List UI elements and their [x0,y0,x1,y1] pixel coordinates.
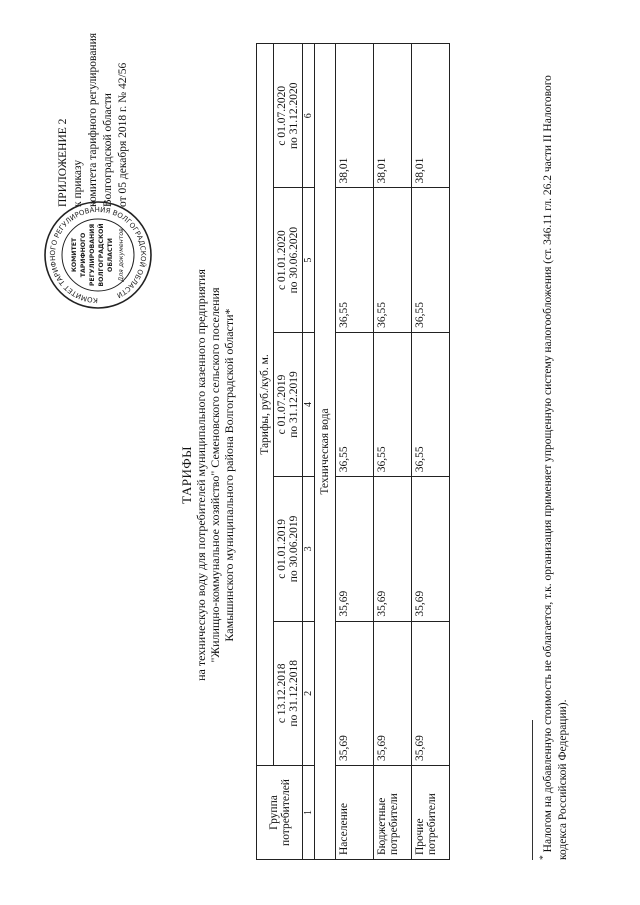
tariff-value: 35,69 [374,477,412,621]
tariff-value: 36,55 [412,188,450,332]
column-number: 2 [303,621,315,765]
footnote-separator [532,720,533,860]
column-number: 5 [303,188,315,332]
period-to: по 31.12.2019 [288,371,300,438]
period-from: с 13.12.2018 [276,663,288,724]
group-name: Бюджетные потребители [374,766,412,860]
footnote-mark: * [538,855,549,860]
period-from: с 01.01.2019 [276,519,288,579]
title-line: "Жилищно-коммунальное хозяйство" Семеновского сельского поселения [208,287,222,663]
group-header-cell [257,766,303,860]
appendix-date: от 05 декабря 2018 г. № 42/56 [117,62,129,207]
section-title: Техническая вода [315,44,336,860]
tariff-value: 38,01 [412,44,450,188]
group-header: Группа потребителей [267,779,292,846]
seal-center-line: КОМИТЕТ [71,237,78,273]
period-cell [274,621,303,765]
title-line: Камышинского муниципального района Волгоградской области* [222,308,236,642]
period-to: по 31.12.2018 [288,660,300,727]
appendix-committee: комитета тарифного регулирования [87,32,99,207]
table-row [412,44,450,860]
seal-center-line: ОБЛАСТИ [107,238,114,272]
appendix-number: ПРИЛОЖЕНИЕ 2 [57,118,69,207]
section-row [315,44,336,860]
seal-center-line: РЕГУЛИРОВАНИЯ [89,223,96,287]
seal-ring-text: КОМИТЕТ ТАРИФНОГО РЕГУЛИРОВАНИЯ ВОЛГОГРАДСКОЙ ОБЛАСТИ [48,205,148,305]
table-row [374,44,412,860]
seal-center-line: ТАРИФНОГО [80,232,87,278]
tariff-value: 35,69 [336,621,374,765]
tariff-value: 38,01 [336,44,374,188]
column-number-row [303,44,315,860]
footnote [536,40,571,860]
official-seal-stamp [42,199,154,311]
group-name: Прочие потребители [412,766,450,860]
tariff-table [256,43,450,860]
table-row [336,44,374,860]
period-header-row [274,44,303,860]
appendix-to-order: к приказу [72,159,84,207]
period-cell [274,188,303,332]
tariff-value: 35,69 [412,477,450,621]
column-number: 3 [303,477,315,621]
tariff-value: 35,69 [412,621,450,765]
period-cell [274,44,303,188]
tariff-value: 36,55 [336,188,374,332]
period-to: по 30.06.2019 [288,515,300,583]
period-to: по 31.12.2020 [288,82,300,149]
footnote-text: Налогом на добавленную стоимость не облагается, т.к. организация применяет упрощенную систему налогообложения (ст. 346.11 гл. 26.2 части II Налогового кодекса Российской Федерации). [541,75,569,860]
column-number: 4 [303,332,315,476]
column-number: 6 [303,44,315,188]
tariff-value: 35,69 [374,621,412,765]
appendix-region: Волгоградской области [102,93,114,207]
tariff-value: 36,55 [336,332,374,476]
seal-center-line: ВОЛГОГРАДСКОЙ [98,223,105,287]
document-title [180,195,236,755]
tariff-value: 36,55 [412,332,450,476]
period-cell [274,477,303,621]
tariff-value: 35,69 [336,477,374,621]
tariff-value: 38,01 [374,44,412,188]
title-line: на техническую воду для потребителей муниципального казенного предприятия [194,269,208,681]
period-from: с 01.01.2020 [276,230,288,290]
column-number: 1 [303,766,315,860]
title-main: ТАРИФЫ [179,446,194,504]
period-to: по 30.06.2020 [288,226,300,294]
period-cell [274,332,303,476]
tariff-header: Тарифы, руб./куб. м. [259,354,271,455]
period-from: с 01.07.2020 [276,85,288,146]
tariff-value: 36,55 [374,188,412,332]
seal-center-line: Для документов [118,228,125,282]
tariff-value: 36,55 [374,332,412,476]
period-from: с 01.07.2019 [276,374,288,435]
tariff-header-cell [257,44,274,766]
group-name: Население [336,766,374,860]
